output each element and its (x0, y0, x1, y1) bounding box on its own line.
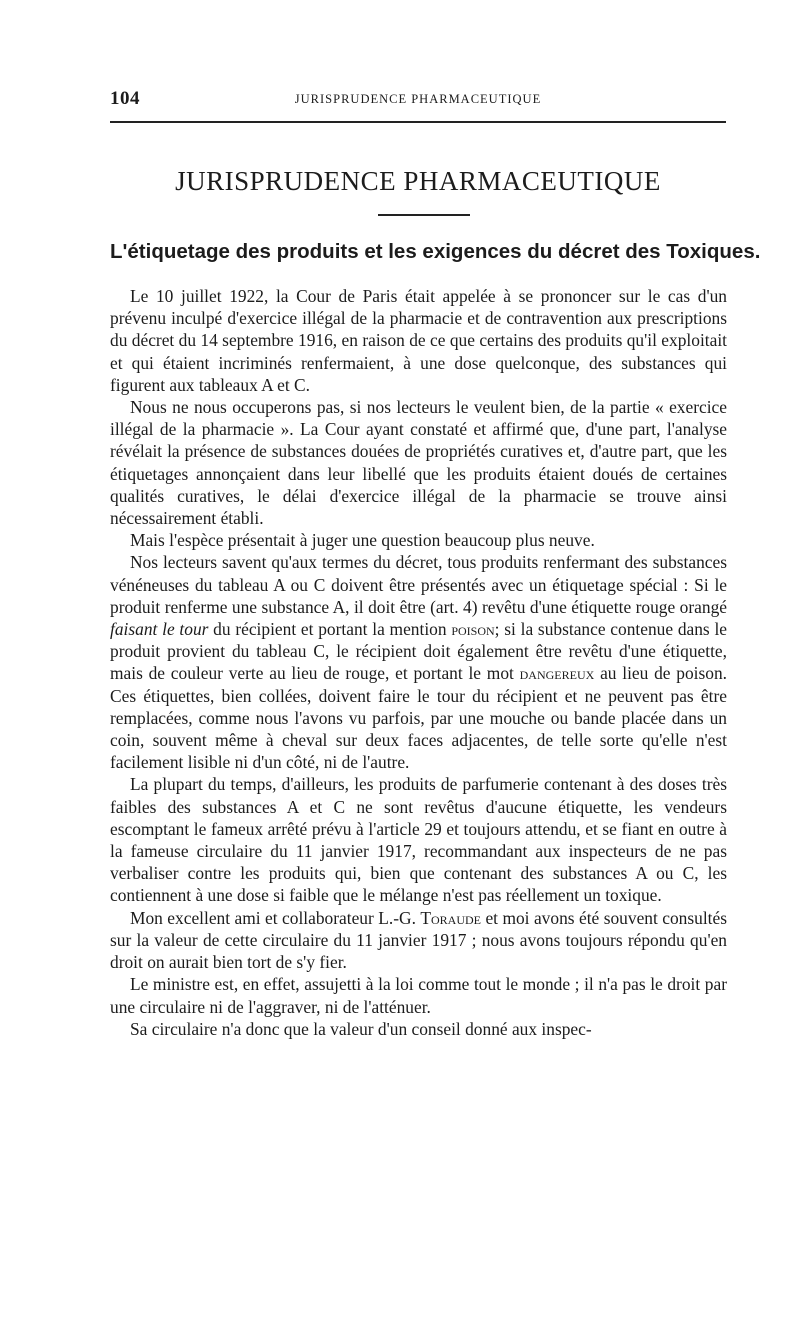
paragraph-8: Sa circulaire n'a donc que la valeur d'un conseil donné aux inspec- (130, 1018, 592, 1039)
small-caps-poison: poison (451, 619, 495, 640)
paragraph-4-text-b: du récipient et portant la mention (208, 619, 452, 640)
paragraph-6 (110, 907, 727, 974)
paragraph-3: Mais l'espèce présentait à juger une question beaucoup plus neuve. (130, 530, 595, 551)
paragraph-6-text-a: Mon excellent ami et collaborateur L.-G. (130, 907, 421, 928)
running-title: JURISPRUDENCE PHARMACEUTIQUE (294, 92, 542, 106)
paragraph-2: Nous ne nous occuperons pas, si nos lecteurs le veulent bien, de la partie « exercice illégal de la pharmacie ». La Cour ayant constaté et affirmé que, d'une part, l'analyse révélait la présence de substances douées de propriétés curatives et, d'autre part, que les étiquetages annonçaient dans leur libellé que les produits étaient doués de certaines qualités curatives, le délai d'exercice illégal de la pharmacie se trouve ainsi nécessairement établi. (110, 397, 727, 529)
italic-phrase: faisant le tour (110, 619, 209, 640)
paragraph-4-text-c: ; si la substance contenue dans le produit provient du tableau C, le récipient doit également être revêtu d'une étiquette, mais de couleur verte au lieu de rouge, et portant le mot (110, 619, 728, 684)
paragraph-4-text-a: Nos lecteurs savent qu'aux termes du décret, tous produits renfermant des substances vénéneuses du tableau A ou C doivent être présentés avec un étiquetage spécial : Si le produit renferme une substance A, il doit être (art. 4) revêtu d'une étiquette rouge orangé (110, 552, 727, 617)
title-rule (378, 214, 470, 216)
article-title: L'étiquetage des produits et les exigences du décret des Toxiques. (110, 240, 761, 263)
header-rule (110, 121, 726, 123)
small-caps-toraude: Toraude (420, 907, 481, 928)
paragraph-4-text-d: au lieu de poison. Ces étiquettes, bien collées, doivent faire le tour du récipient et ne peuvent pas être remplacées, comme nous l'avons vu parfois, par une mouche ou bande placée dans un coin, souvent même à cheval sur deux faces adjacentes, de telle sorte qu'elle n'est facilement lisible ni d'un côté, ni de l'autre. (110, 663, 727, 773)
running-head (110, 88, 726, 114)
paragraph-5: La plupart du temps, d'ailleurs, les produits de parfumerie contenant à des doses très faibles des substances A et C ne sont revêtus d'aucune étiquette, les vendeurs escomptant le fameux arrêté prévu à l'article 29 et toujours attendu, et se fiant en outre à la fameuse circulaire du 11 janvier 1917, recommandant aux inspecteurs de ne pas verbaliser contre les produits qui, bien que contenant des substances A ou C, les contiennent à une dose si faible que le mélange n'est pas réellement un toxique. (110, 774, 727, 906)
page-number: 104 (110, 88, 140, 109)
paragraph-6-text-b: et moi avons été souvent consultés sur la valeur de cette circulaire du 11 janvier 1917 ; nous avons toujours répondu qu'en droit on aurait bien tort de s'y fier. (110, 907, 727, 973)
paragraph-7: Le ministre est, en effet, assujetti à la loi comme tout le monde ; il n'a pas le droit par une circulaire ni de l'aggraver, ni de l'atténuer. (110, 974, 727, 1017)
article-body (110, 285, 727, 1040)
paragraph-4 (110, 551, 727, 773)
section-title: JURISPRUDENCE PHARMACEUTIQUE (175, 166, 661, 196)
paragraph-1: Le 10 juillet 1922, la Cour de Paris était appelée à se prononcer sur le cas d'un prévenu inculpé d'exercice illégal de la pharmacie et de contravention aux prescriptions du décret du 14 septembre 1916, en raison de ce que certains des produits qu'il exploitait et qui étaient incriminés renfermaient, à une dose quelconque, des substances qui figurent aux tableaux A et C. (110, 286, 727, 395)
small-caps-dangereux: dangereux (519, 663, 595, 684)
